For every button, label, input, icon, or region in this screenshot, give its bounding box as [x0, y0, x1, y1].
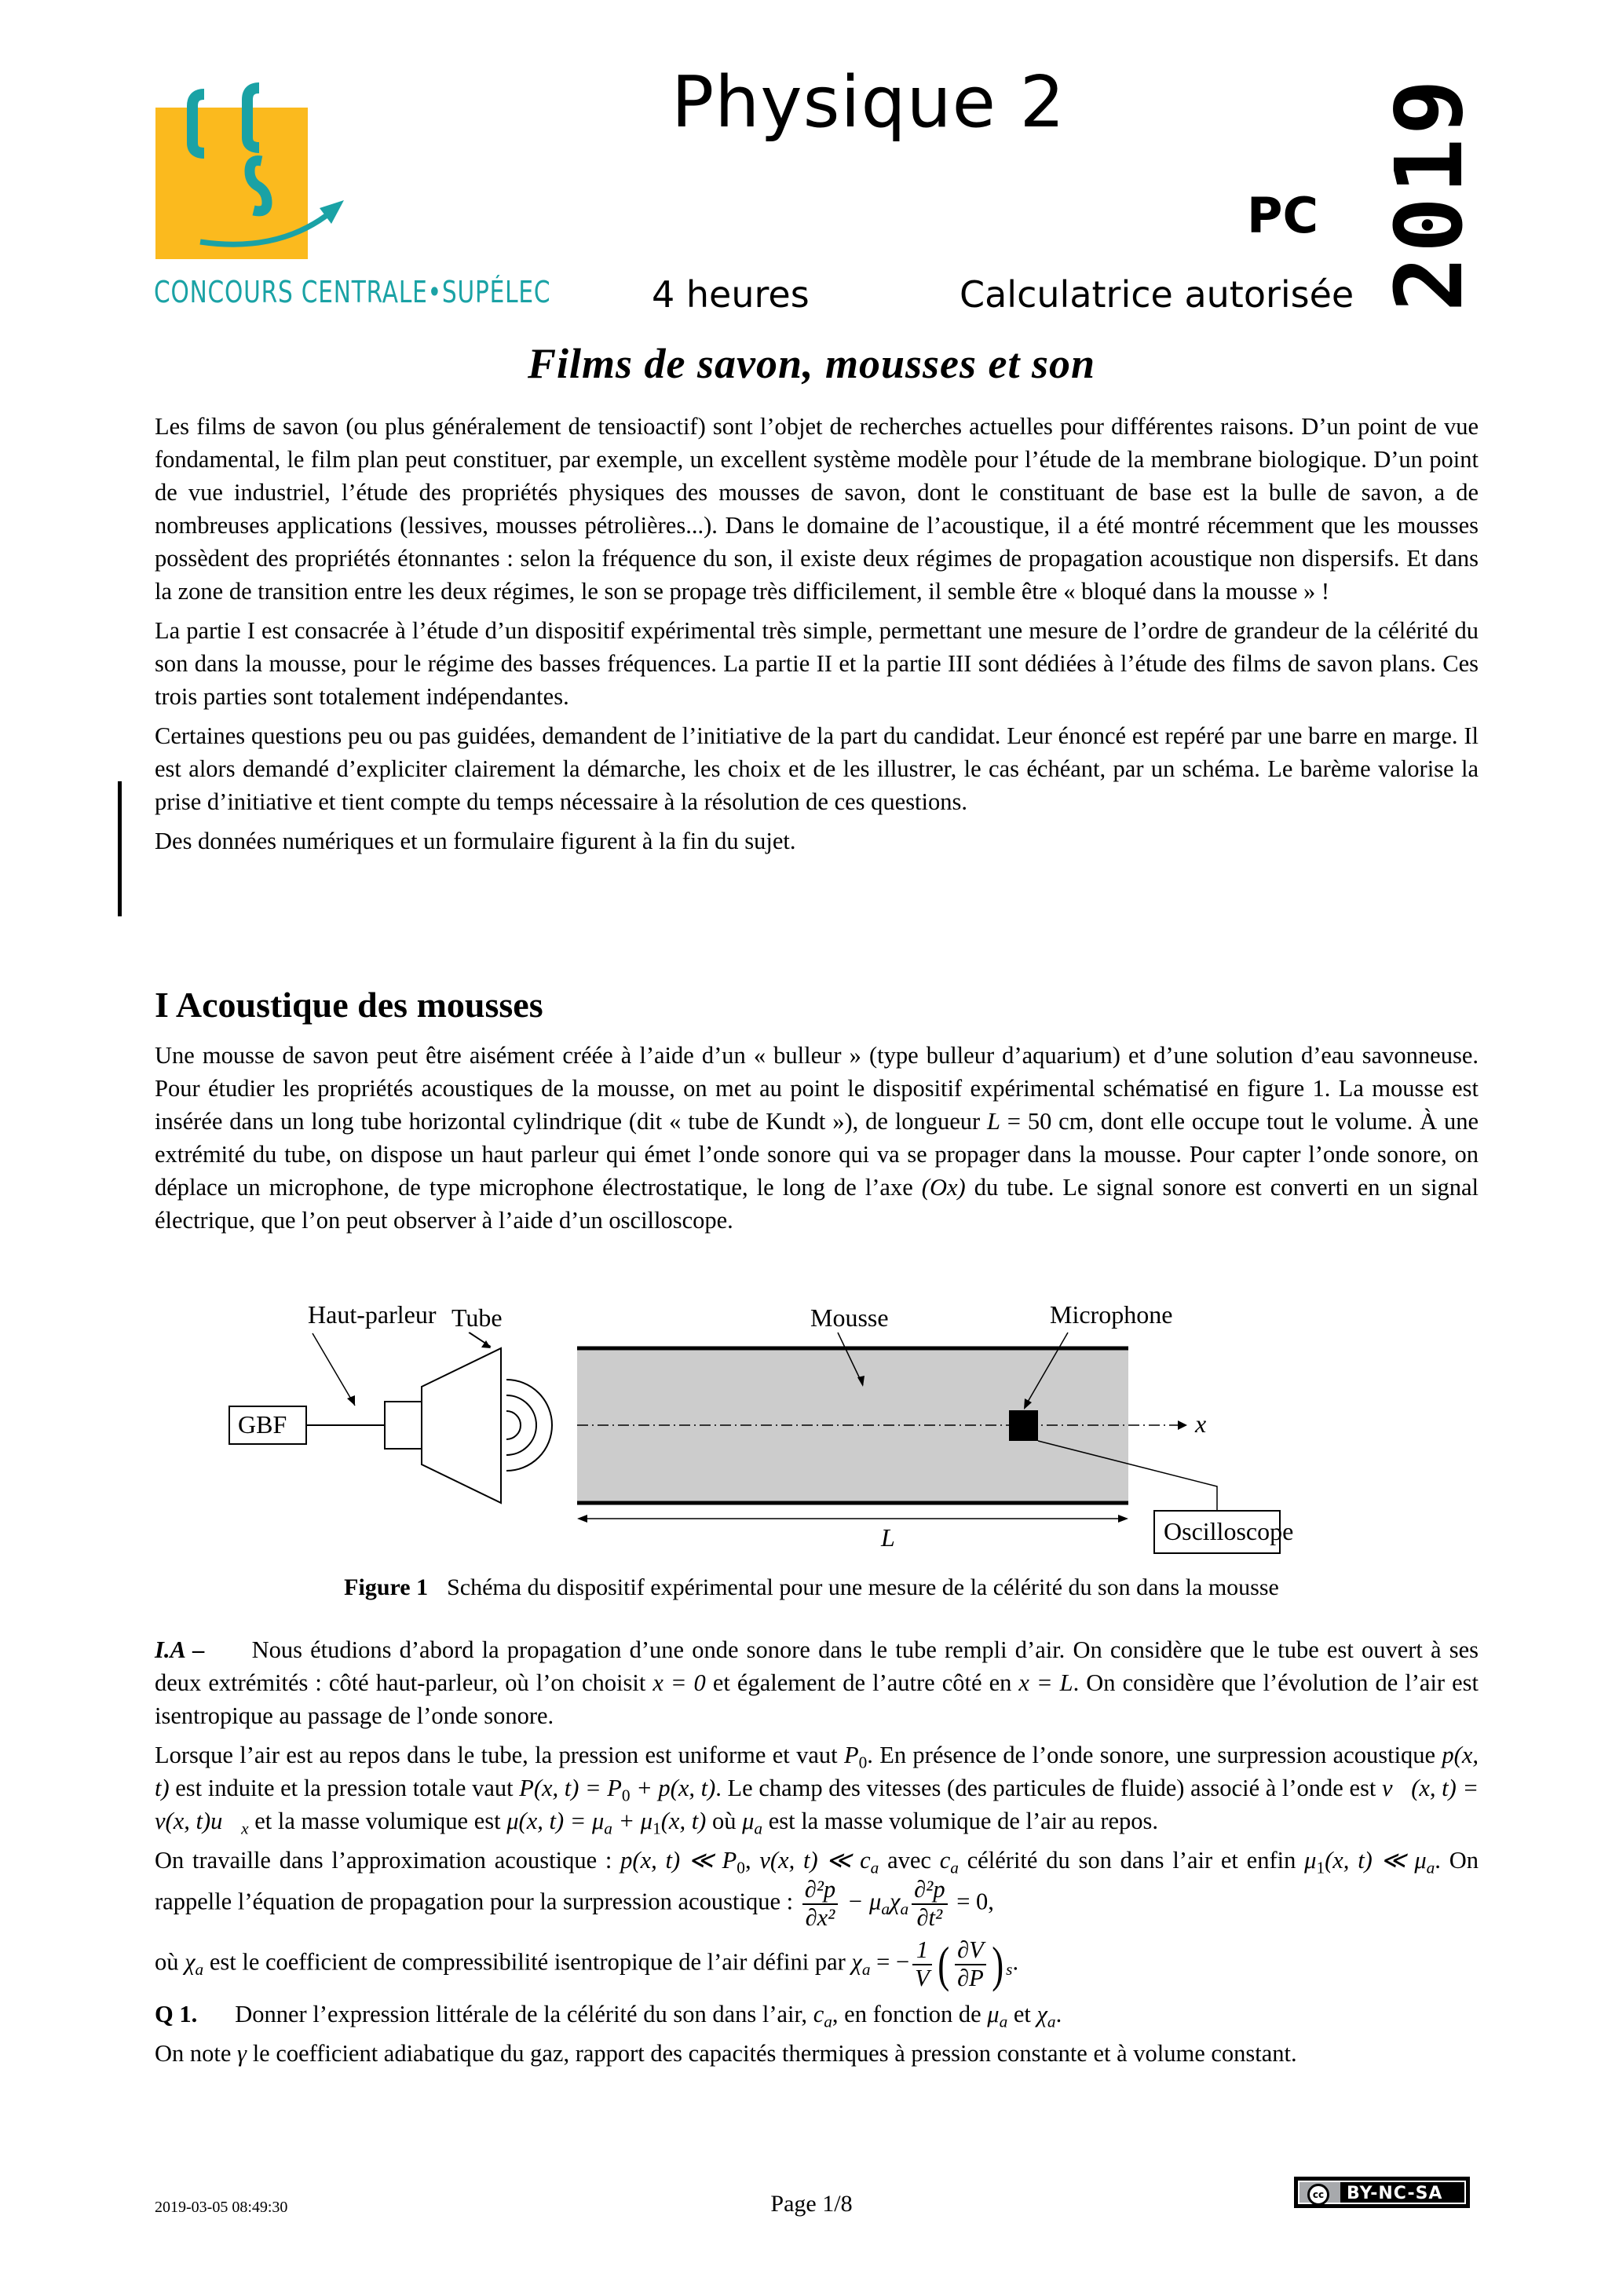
text-run: ,: [744, 1847, 760, 1874]
gbf-label: GBF: [238, 1410, 287, 1439]
year-label: [1375, 72, 1483, 316]
section1-text: [155, 1039, 1479, 1243]
math-sub: a: [870, 1858, 879, 1877]
math: μ: [1304, 1847, 1317, 1874]
math-sub: 1: [652, 1819, 661, 1838]
text-run: Nous étudions d’abord la propagation d’une onde sonore dans le tube rempli d’air. On considère que le tube est ouvert à ses deux extrémités : côté haut-parleur, où l’on choisit: [155, 1636, 1479, 1696]
section-title: I Acoustique des mousses: [155, 985, 543, 1025]
license-text: BY-NC-SA: [1347, 2184, 1443, 2203]
intro-paragraph: Les films de savon (ou plus généralement de tensioactif) sont l’objet de recherches actuelles pour différentes raisons. D’un point de vue fondamental, le film plan peut constituer, par exemple, un excellent système modèle pour l’étude de la membrane biologique. D’un point de vue industriel, l’étude des propriétés physiques des mousses de savon, dont le constituant de base est la bulle de savon, a de nombreuses applications (lessives, mousses pétrolières...). Dans le domaine de l’acoustique, il a été montré récemment que les mousses possèdent des propriétés étonnantes : selon la fréquence du son, il existe deux régimes de propagation acoustique non dispersifs. Et dans la zone de transition entre les deux régimes, le son se propage très difficilement, il semble être « bloqué dans la mousse » !: [155, 413, 1479, 605]
organization-name: CONCOURS CENTRALE•SUPÉLEC: [154, 275, 551, 309]
text-run: est induite et la pression totale vaut: [169, 1775, 520, 1801]
math-sub: a: [754, 1819, 763, 1838]
part-IA: [155, 1633, 1479, 2076]
IA-paragraph-2: [155, 1738, 1479, 1837]
footer-timestamp: 2019-03-05 08:49:30: [155, 2199, 288, 2216]
paren-open: (: [937, 1936, 949, 1992]
text-run: On note: [155, 2040, 238, 2067]
math: (x, t) ≪ μ: [1325, 1847, 1427, 1874]
IA-paragraph-4: [155, 1937, 1479, 1991]
text-run: du tube. Le signal sonore est converti en un signal électrique, que l’on peut observer à l’aide d’un oscilloscope.: [155, 1174, 1479, 1234]
text-run: et la masse volumique est: [248, 1808, 507, 1834]
math-sub: a: [999, 2012, 1008, 2031]
IA-paragraph-1: [155, 1633, 1479, 1732]
math: μ: [742, 1808, 755, 1834]
text-run: .: [1012, 1948, 1019, 1976]
math-sub: 1: [1316, 1858, 1325, 1877]
foam-label: Mousse: [810, 1303, 889, 1332]
math: x = L: [1018, 1669, 1073, 1696]
math: v⃗(x, t) = v(x, t)u⃗: [155, 1775, 1479, 1834]
text-run: est le coefficient de compressibilité isentropique de l’air défini par: [203, 1948, 852, 1976]
text-run: et également de l’autre côté en: [705, 1669, 1019, 1696]
axis-arrow-icon: [1178, 1420, 1187, 1430]
logo-icon: [149, 71, 369, 275]
text-run: est la masse volumique de l’air au repos.: [762, 1808, 1159, 1834]
text-run: célérité du son dans l’air et enfin: [958, 1847, 1305, 1874]
fraction: [955, 1937, 986, 1991]
fraction-numerator: ∂V: [955, 1937, 986, 1965]
math: P(x, t) = P: [519, 1775, 622, 1801]
license-badge[interactable]: [1294, 2177, 1470, 2208]
math: (x, t): [660, 1808, 707, 1834]
math: c: [939, 1847, 951, 1874]
figure-caption: [0, 1574, 1623, 1601]
text-run: Une mousse de savon peut être aisément créée à l’aide d’un « bulleur » (type bulleur d’aquarium) et d’une solution d’eau savonneuse. Pour étudier les propriétés acoustiques de la mousse, on met au point le dispositif expérimental schématisé en figure 1. La mousse est insérée dans un long tube horizontal cylindrique (dit « tube de Kundt »), de longueur: [155, 1042, 1479, 1135]
math: + p(x, t): [630, 1775, 716, 1801]
text-run: où: [155, 1948, 185, 1976]
part-IA-label: I.A –: [155, 1636, 205, 1663]
fraction-denominator: ∂P: [957, 1964, 984, 1991]
math: μ(x, t) = μ: [506, 1808, 605, 1834]
math: c: [813, 2001, 824, 2028]
math-sub: a: [604, 1819, 612, 1838]
microphone-label: Microphone: [1050, 1300, 1173, 1329]
speaker-label: Haut-parleur: [308, 1300, 437, 1329]
math-sub: a: [881, 1899, 890, 1918]
math-sub: a: [824, 2012, 832, 2031]
math-sub: 0: [737, 1858, 745, 1877]
math: χ: [1036, 2001, 1047, 2028]
calculator-label: Calculatrice autorisée: [960, 273, 1354, 316]
text-run: On travaille dans l’approximation acoustique :: [155, 1847, 621, 1874]
math-sub: a: [861, 1960, 871, 1980]
math-sub: a: [900, 1899, 909, 1918]
math-L: L: [987, 1108, 1000, 1135]
fraction-numerator: ∂²p: [802, 1877, 838, 1905]
fraction-numerator: 1: [912, 1937, 932, 1965]
microphone-icon: [1009, 1410, 1038, 1441]
subject-title: Physique 2: [671, 61, 1066, 144]
text-run: . En présence de l’onde sonore, une surpression acoustique: [867, 1742, 1442, 1768]
math-sub: 0: [621, 1786, 631, 1805]
after-question-1: [155, 2037, 1479, 2070]
year-text: 2019: [1375, 75, 1483, 313]
text-run: , dont elle occupe tout le volume. À une extrémité du tube, on dispose un haut parleur qui émet l’onde sonore qui va se propager dans la mousse. Pour capter l’onde sonore, on déplace un microphone, de type microphone électrostatique, le long de l’axe: [155, 1108, 1479, 1201]
text-run: . On rappelle l’équation de propagation pour la surpression acoustique :: [155, 1847, 1479, 1915]
math: p(x, t) ≪ P: [620, 1847, 737, 1874]
page-number: Page 1/8: [770, 2191, 853, 2217]
math: χ: [185, 1948, 196, 1976]
math-sub: a: [950, 1858, 959, 1877]
text-run: . On considère que l’évolution de l’air est isentropique au passage de l’onde sonore.: [155, 1669, 1479, 1729]
math: + μ: [612, 1808, 653, 1834]
math-sub: s: [1006, 1960, 1013, 1980]
paren-close: ): [992, 1936, 1003, 1992]
text-run: Lorsque l’air est au repos dans le tube, la pression est uniforme et vaut: [155, 1742, 844, 1768]
text-run: Donner l’expression littérale de la célérité du son dans l’air,: [235, 2001, 813, 2028]
fraction-denominator: ∂x²: [805, 1903, 835, 1931]
question-label: Q 1.: [155, 2001, 198, 2028]
math-axis: (Ox): [921, 1174, 966, 1201]
fraction-numerator: ∂²p: [912, 1877, 947, 1905]
intro-paragraph: Certaines questions peu ou pas guidées, demandent de l’initiative de la part du candidat. Leur énoncé est repéré par une barre en marge. Il est alors demandé d’expliciter clairement la démarche, les choix et de les illustrer, le cas échéant, par un schéma. Le barème valorise la prise d’initiative et tient compte du temps nécessaire à la résolution de ces questions.: [155, 722, 1479, 815]
duration-label: 4 heures: [652, 273, 810, 316]
text-run: où: [706, 1808, 743, 1834]
IA-paragraph-3: [155, 1844, 1479, 1931]
track-label: PC: [1247, 187, 1318, 244]
text-run: . Le champ des vitesses (des particules de fluide) associé à l’onde est: [715, 1775, 1382, 1801]
fraction: [912, 1937, 932, 1991]
math: χ: [890, 1888, 901, 1915]
intro-paragraph: La partie I est consacrée à l’étude d’un dispositif expérimental très simple, permettant une mesure de l’ordre de grandeur de la célérité du son dans la mousse, pour le régime des basses fréquences. La partie II et la partie III sont dédiées à l’étude des films de savon plans. Ces trois parties sont totalement indépendantes.: [155, 617, 1479, 710]
math: = 0,: [950, 1888, 994, 1915]
math: p(x, t): [155, 1742, 1479, 1801]
math: x = 0: [652, 1669, 706, 1696]
text-run: .: [1055, 2001, 1062, 2028]
oscilloscope-label: Oscilloscope: [1164, 1517, 1294, 1545]
cc-icon: cc: [1307, 2184, 1329, 2206]
question-1: [155, 1998, 1479, 2031]
text-run: avec: [879, 1847, 940, 1874]
fraction-denominator: ∂t²: [916, 1903, 943, 1931]
math: χ: [851, 1948, 862, 1976]
math-sub: a: [1047, 2012, 1056, 2031]
math-sub: 0: [858, 1753, 868, 1772]
figure-caption-text: Schéma du dispositif expérimental pour une mesure de la célérité du son dans la mousse: [447, 1574, 1279, 1600]
text-run: le coefficient adiabatique du gaz, rapport des capacités thermiques à pression constante et à volume constant.: [247, 2040, 1297, 2067]
text-run: et: [1007, 2001, 1037, 2028]
axis-label: x: [1195, 1409, 1207, 1438]
tube-label: Tube: [451, 1303, 503, 1332]
intro-section: [155, 410, 1479, 864]
math-sub: x: [241, 1819, 249, 1838]
fraction-denominator: V: [915, 1964, 930, 1991]
math: γ: [237, 2040, 247, 2067]
figure-caption-label: Figure 1: [344, 1574, 429, 1600]
math: v(x, t) ≪ c: [759, 1847, 871, 1874]
fraction: [912, 1877, 947, 1931]
exam-title: Films de savon, mousses et son: [527, 340, 1096, 387]
math: μ: [987, 2001, 1000, 2028]
section1-paragraph: [155, 1039, 1479, 1237]
speaker-icon: [422, 1348, 501, 1503]
length-label: L: [881, 1523, 895, 1552]
intro-paragraph: Des données numériques et un formulaire figurent à la fin du sujet.: [155, 828, 796, 854]
text-run: , en fonction de: [832, 2001, 988, 2028]
text-run: = 50 cm: [1000, 1108, 1088, 1135]
math-sub: a: [1426, 1858, 1435, 1877]
sound-wave-icon: [506, 1411, 521, 1439]
margin-bar: [118, 781, 122, 916]
fraction: [802, 1877, 838, 1931]
math: − μ: [841, 1888, 882, 1915]
math-sub: a: [195, 1960, 204, 1980]
math: = −: [870, 1948, 910, 1976]
math: P: [843, 1742, 859, 1768]
